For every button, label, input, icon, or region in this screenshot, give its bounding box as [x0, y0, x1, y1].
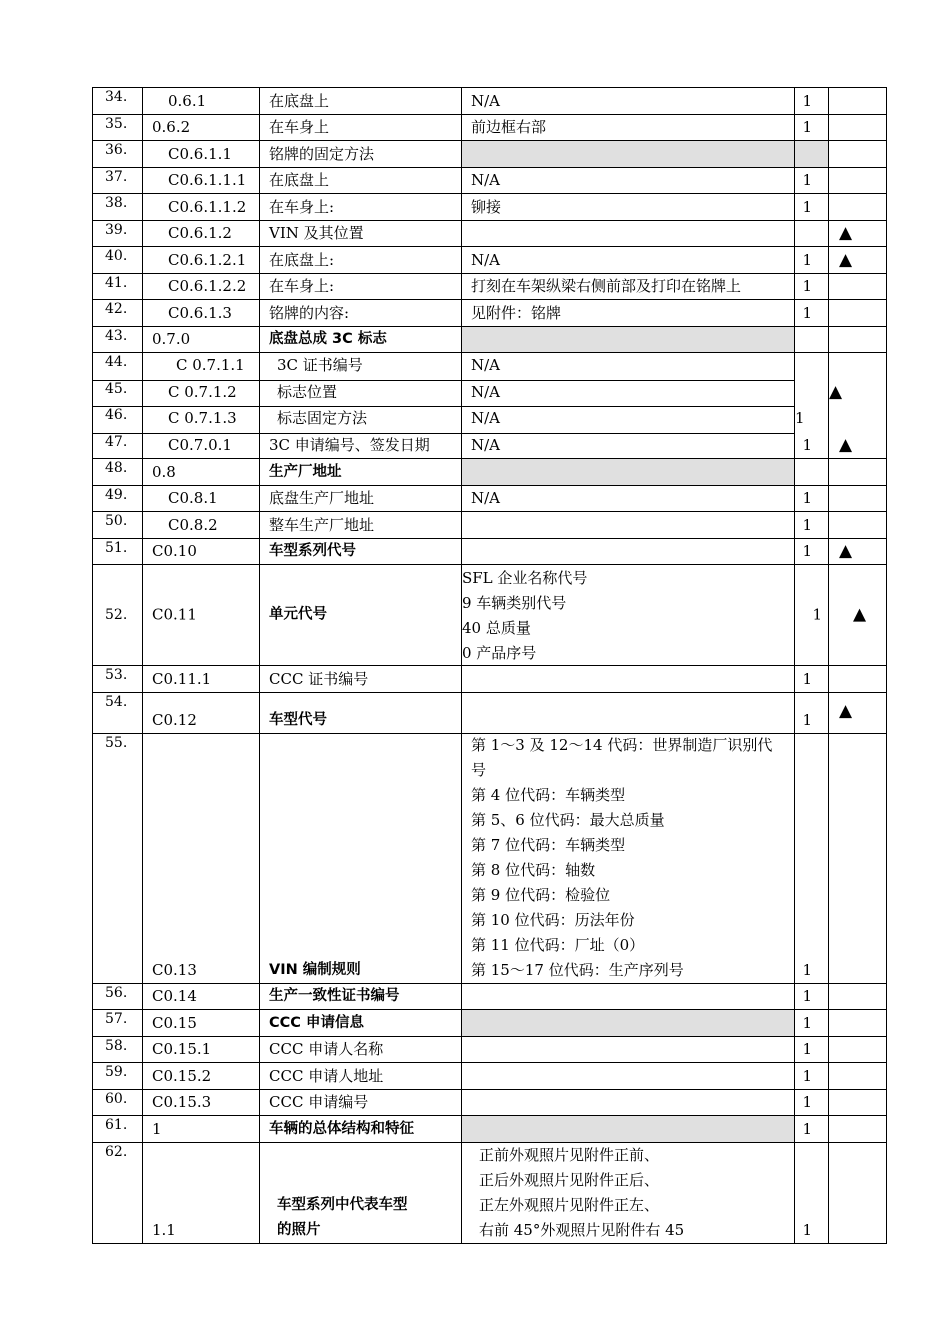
table-row-group	[92, 352, 887, 458]
row-number: 45.	[105, 380, 128, 397]
item-code: C0.7.0.1	[168, 435, 232, 454]
triangle-marker-icon: ▲	[839, 223, 853, 243]
item-code: C0.11	[152, 605, 197, 624]
row-number: 42.	[105, 301, 128, 317]
item-qty: 1	[802, 1119, 812, 1138]
table-row	[92, 299, 887, 326]
item-value: N/A	[471, 409, 501, 427]
table-row	[92, 220, 887, 247]
item-qty: 1	[802, 515, 812, 534]
item-code: C0.10	[152, 542, 197, 560]
item-value: 前边框右部	[471, 118, 547, 136]
table-row	[92, 1142, 887, 1244]
item-value: N/A	[471, 250, 501, 269]
row-number: 35.	[105, 115, 128, 132]
item-code: C0.6.1.1.1	[168, 171, 247, 189]
item-name: 车辆的总体结构和特征	[269, 1120, 414, 1137]
table-row	[92, 564, 887, 665]
item-qty: 1	[802, 1093, 812, 1111]
item-code: C0.6.1.2.1	[168, 250, 247, 269]
item-code: C0.15.2	[152, 1066, 212, 1085]
item-value: N/A	[471, 382, 501, 401]
item-code: C0.15.3	[152, 1093, 212, 1111]
table-row	[92, 273, 887, 300]
item-code: C0.11.1	[152, 669, 212, 688]
item-name: 生产厂地址	[269, 463, 342, 480]
item-qty: 1	[802, 710, 812, 729]
triangle-marker-icon: ▲	[839, 700, 853, 721]
item-code: C0.8.1	[168, 489, 218, 507]
item-qty: 1	[802, 171, 812, 189]
table-row	[92, 114, 887, 141]
table-row	[92, 1062, 887, 1089]
item-code: C0.6.1.1.2	[168, 197, 247, 216]
item-value: 见附件：铭牌	[471, 303, 562, 322]
item-code: C0.6.1.1	[168, 144, 232, 163]
table-row	[92, 983, 887, 1010]
item-code: C0.13	[152, 960, 197, 979]
item-name-lines: 车型系列中代表车型 的照片	[277, 1196, 408, 1238]
item-code: 0.6.1	[168, 91, 207, 110]
row-number: 48.	[105, 460, 128, 476]
table-row	[92, 193, 887, 220]
item-qty: 1	[802, 1066, 812, 1085]
item-value: N/A	[471, 356, 501, 374]
item-name: 生产一致性证书编号	[269, 988, 400, 1004]
item-qty: 1	[802, 987, 812, 1005]
item-name: 铭牌的固定方法	[269, 144, 375, 163]
item-name: CCC 申请信息	[269, 1014, 364, 1031]
table-row	[92, 167, 887, 194]
shaded-cell	[461, 1010, 794, 1036]
item-code: C0.15.1	[152, 1040, 212, 1058]
item-qty: 1	[812, 605, 822, 624]
table-row	[92, 511, 887, 538]
item-name: 单元代号	[269, 606, 327, 623]
row-number: 57.	[105, 1011, 128, 1027]
row-number: 60.	[105, 1090, 128, 1107]
row-number: 53.	[105, 667, 128, 683]
item-value: N/A	[471, 91, 501, 110]
triangle-marker-icon: ▲	[853, 604, 867, 625]
row-number: 44.	[105, 354, 128, 370]
item-name: 在底盘上	[269, 171, 330, 189]
row-number: 61.	[105, 1117, 128, 1133]
table-row	[92, 485, 887, 512]
row-number: 46.	[105, 407, 128, 423]
table-row	[92, 733, 887, 983]
item-code: 1.1	[152, 1220, 176, 1239]
item-name: 在底盘上	[269, 91, 330, 110]
table-row	[92, 1089, 887, 1116]
item-qty: 1	[802, 91, 812, 110]
table-row	[92, 326, 887, 353]
shaded-cell	[461, 1116, 794, 1142]
row-number: 39.	[105, 221, 128, 238]
item-value-lines: 第 1～3 及 12～14 代码：世界制造厂识别代 号 第 4 位代码：车辆类型 第 5、6 位代码：最大总质量 第 7 位代码：车辆类型 第 8 位代码：轴数 第 9 位代码：检验位 第 10 位代码：历法年份 第 11 位代码：厂址（0） 第 15～17 位代码：生产序列号	[471, 735, 773, 979]
table-row	[92, 87, 887, 114]
shaded-cell	[461, 459, 794, 485]
table-row	[92, 538, 887, 565]
row-number: 47.	[105, 433, 128, 450]
item-code: C0.6.1.2.2	[168, 277, 247, 295]
item-qty: 1	[795, 409, 805, 427]
item-code: C0.15	[152, 1013, 197, 1032]
table-row	[92, 1115, 887, 1142]
item-name: CCC 申请人地址	[269, 1066, 384, 1085]
table-row	[92, 458, 887, 485]
item-name: CCC 证书编号	[269, 669, 369, 688]
row-number: 58.	[105, 1037, 128, 1054]
shaded-cell	[461, 141, 794, 167]
item-code: C0.6.1.3	[168, 303, 232, 322]
item-name: 标志位置	[277, 382, 338, 401]
item-name: 车型代号	[269, 711, 327, 728]
item-name: 铭牌的内容:	[269, 303, 350, 322]
item-value: N/A	[471, 435, 501, 454]
item-value: 打刻在车架纵梁右侧前部及打印在铭牌上	[471, 277, 742, 295]
item-qty: 1	[802, 542, 812, 560]
item-code: C0.12	[152, 710, 197, 729]
item-qty: 1	[802, 960, 812, 979]
item-code: C0.14	[152, 987, 197, 1005]
table-row	[92, 665, 887, 692]
item-qty: 1	[802, 118, 812, 136]
item-value: N/A	[471, 489, 501, 507]
item-qty: 1	[802, 303, 812, 322]
table-row	[92, 1036, 887, 1063]
item-qty: 1	[802, 1040, 812, 1058]
item-qty: 1	[802, 436, 812, 454]
item-value: N/A	[471, 171, 501, 189]
item-name: 在车身上	[269, 118, 330, 136]
table-row	[92, 140, 887, 167]
item-code: C0.6.1.2	[168, 224, 232, 242]
row-number: 41.	[105, 274, 128, 291]
item-value: 铆接	[471, 197, 502, 216]
item-qty: 1	[802, 197, 812, 216]
item-name: CCC 申请人名称	[269, 1040, 384, 1058]
item-code: 0.6.2	[152, 118, 191, 136]
item-qty: 1	[802, 1220, 812, 1239]
item-qty: 1	[802, 669, 812, 688]
item-code: 0.8	[152, 462, 176, 481]
item-name: VIN 编制规则	[269, 961, 361, 978]
row-number: 55.	[105, 734, 128, 751]
row-number: 38.	[105, 195, 128, 211]
row-number: 62.	[105, 1143, 128, 1160]
item-qty: 1	[802, 1013, 812, 1032]
item-name: VIN 及其位置	[269, 224, 364, 242]
item-name: CCC 申请编号	[269, 1093, 369, 1111]
row-number: 52.	[105, 607, 128, 623]
row-number: 40.	[105, 248, 128, 264]
item-name: 在底盘上:	[269, 250, 335, 269]
item-name: 3C 证书编号	[277, 356, 363, 374]
table-row	[92, 246, 887, 273]
item-value-lines: SFL 企业名称代号 9 车辆类别代号 40 总质量 0 产品序号	[462, 569, 588, 662]
item-name: 3C 申请编号、签发日期	[269, 435, 430, 454]
item-value-lines: 正前外观照片见附件正前、 正后外观照片见附件正后、 正左外观照片见附件正左、 右前 45°外观照片见附件右 45	[479, 1145, 685, 1239]
vehicle-parameter-table	[92, 87, 887, 1244]
row-number: 49.	[105, 486, 128, 503]
item-code: C 0.7.1.1	[176, 356, 245, 374]
item-code: C 0.7.1.2	[168, 382, 237, 401]
table-row	[92, 1009, 887, 1036]
item-code: C 0.7.1.3	[168, 409, 237, 427]
triangle-marker-icon: ▲	[829, 381, 843, 402]
item-qty: 1	[802, 250, 812, 269]
shaded-cell	[794, 141, 828, 167]
triangle-marker-icon: ▲	[839, 435, 853, 455]
row-number: 50.	[105, 513, 128, 529]
row-number: 54.	[105, 693, 128, 710]
item-code: 0.7.0	[152, 330, 191, 348]
row-number: 43.	[105, 327, 128, 344]
row-number: 51.	[105, 539, 128, 556]
item-name: 车型系列代号	[269, 543, 356, 559]
item-name: 在车身上:	[269, 277, 335, 295]
item-code: 1	[152, 1119, 162, 1138]
row-number: 59.	[105, 1064, 128, 1080]
row-number: 37.	[105, 168, 128, 185]
item-qty: 1	[802, 489, 812, 507]
item-name: 标志固定方法	[277, 409, 368, 427]
item-code: C0.8.2	[168, 515, 218, 534]
row-number: 56.	[105, 984, 128, 1001]
row-number: 34.	[105, 89, 128, 105]
table-row	[92, 692, 887, 733]
item-name: 底盘生产厂地址	[269, 489, 375, 507]
item-qty: 1	[802, 277, 812, 295]
item-name: 在车身上:	[269, 197, 335, 216]
triangle-marker-icon: ▲	[839, 249, 853, 270]
item-name: 底盘总成 3C 标志	[269, 331, 387, 347]
triangle-marker-icon: ▲	[839, 541, 853, 561]
item-name: 整车生产厂地址	[269, 515, 375, 534]
shaded-cell	[461, 327, 794, 353]
row-number: 36.	[105, 142, 128, 158]
